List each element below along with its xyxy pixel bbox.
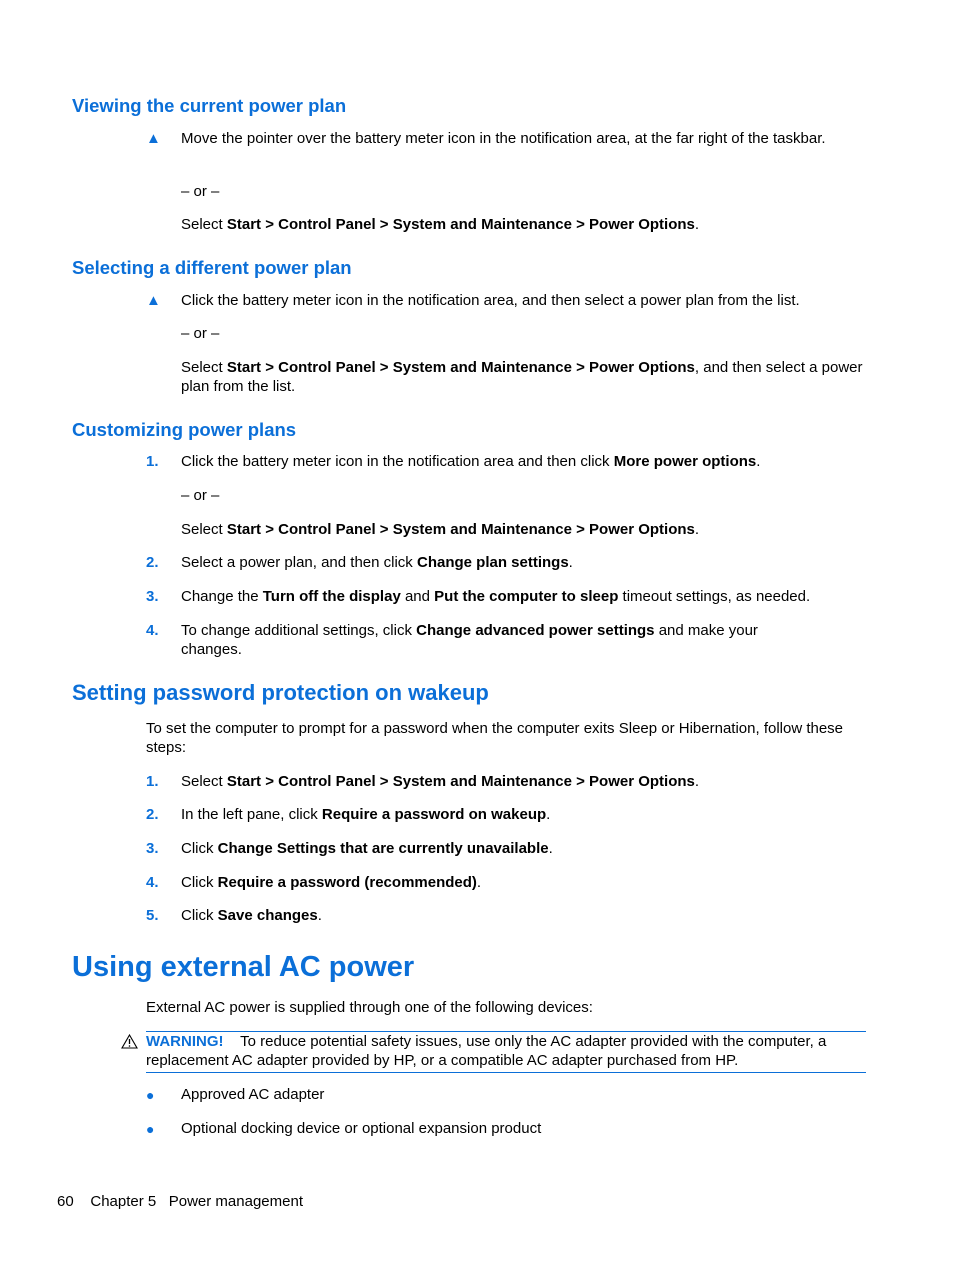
step-text: Change the Turn off the display and Put the computer to sleep timeout settings, as needed. [181, 588, 811, 605]
list-item: Optional docking device or optional expansion product [181, 1120, 542, 1137]
menu-path: Start > Control Panel > System and Maintenance > Power Options [226, 359, 695, 376]
step-text: Click Change Settings that are currently unavailable. [181, 840, 553, 857]
warning-text: To reduce potential safety issues, use only the AC adapter provided with the computer, a replacement AC adapter provided by HP, or a compatible AC adapter purchased from HP. [146, 1033, 827, 1069]
step-text: Click Save changes. [181, 907, 322, 924]
chapter-heading-external-ac-power: Using external AC power [72, 951, 415, 983]
menu-path: Start > Control Panel > System and Maintenance > Power Options [226, 521, 695, 538]
or-separator: – or – [181, 183, 220, 200]
chapter-title: Power management [168, 1193, 303, 1210]
step-text: Select a power plan, and then click Change plan settings. [181, 554, 573, 571]
warning-triangle-icon [121, 1034, 138, 1053]
step-text: Click Require a password (recommended). [181, 874, 482, 891]
section-heading-password-protection: Setting password protection on wakeup [72, 680, 489, 705]
warning-box [146, 1031, 866, 1073]
step-number: 2. [146, 806, 159, 823]
list-item: Approved AC adapter [181, 1086, 325, 1103]
alternate-path: Select Start > Control Panel > System and Maintenance > Power Options, and then select a power plan from the list. [181, 359, 863, 395]
bullet-dot-icon: ● [146, 1087, 155, 1103]
step-text: In the left pane, click Require a password on wakeup. [181, 806, 551, 823]
or-separator: – or – [181, 325, 220, 342]
step-text: Click the battery meter icon in the notification area, and then select a power plan from the list. [181, 292, 800, 309]
page-number: 60 [57, 1193, 74, 1210]
step-number: 1. [146, 453, 159, 470]
alternate-path: Select Start > Control Panel > System and Maintenance > Power Options. [181, 216, 700, 233]
triangle-bullet-icon: ▲ [146, 130, 161, 147]
step-text: To change additional settings, click Change advanced power settings and make your changes. [181, 622, 758, 658]
step-text: Select Start > Control Panel > System and Maintenance > Power Options. [181, 773, 700, 790]
menu-path: Start > Control Panel > System and Maintenance > Power Options [226, 216, 695, 233]
chapter-label: Chapter 5 [90, 1193, 157, 1210]
step-number: 4. [146, 874, 159, 891]
step-text: Move the pointer over the battery meter icon in the notification area, at the far right of the taskbar. [181, 130, 826, 147]
step-number: 3. [146, 840, 159, 857]
step-text: Click the battery meter icon in the notification area and then click More power options. [181, 453, 761, 470]
bullet-dot-icon: ● [146, 1121, 155, 1137]
section-heading-viewing-power-plan: Viewing the current power plan [72, 95, 347, 116]
section-heading-customizing-power-plans: Customizing power plans [72, 419, 297, 440]
warning-label: WARNING! [146, 1033, 224, 1050]
step-number: 5. [146, 907, 159, 924]
or-separator: – or – [181, 487, 220, 504]
alternate-path: Select Start > Control Panel > System and Maintenance > Power Options. [181, 521, 700, 538]
triangle-bullet-icon: ▲ [146, 292, 161, 309]
page-footer [57, 1192, 303, 1211]
step-number: 2. [146, 554, 159, 571]
section-intro: External AC power is supplied through one of the following devices: [146, 999, 593, 1016]
step-number: 3. [146, 588, 159, 605]
section-intro: To set the computer to prompt for a password when the computer exits Sleep or Hibernation, follow these steps: [146, 720, 844, 756]
step-number: 1. [146, 773, 159, 790]
section-heading-selecting-power-plan: Selecting a different power plan [72, 257, 352, 278]
step-number: 4. [146, 622, 159, 639]
